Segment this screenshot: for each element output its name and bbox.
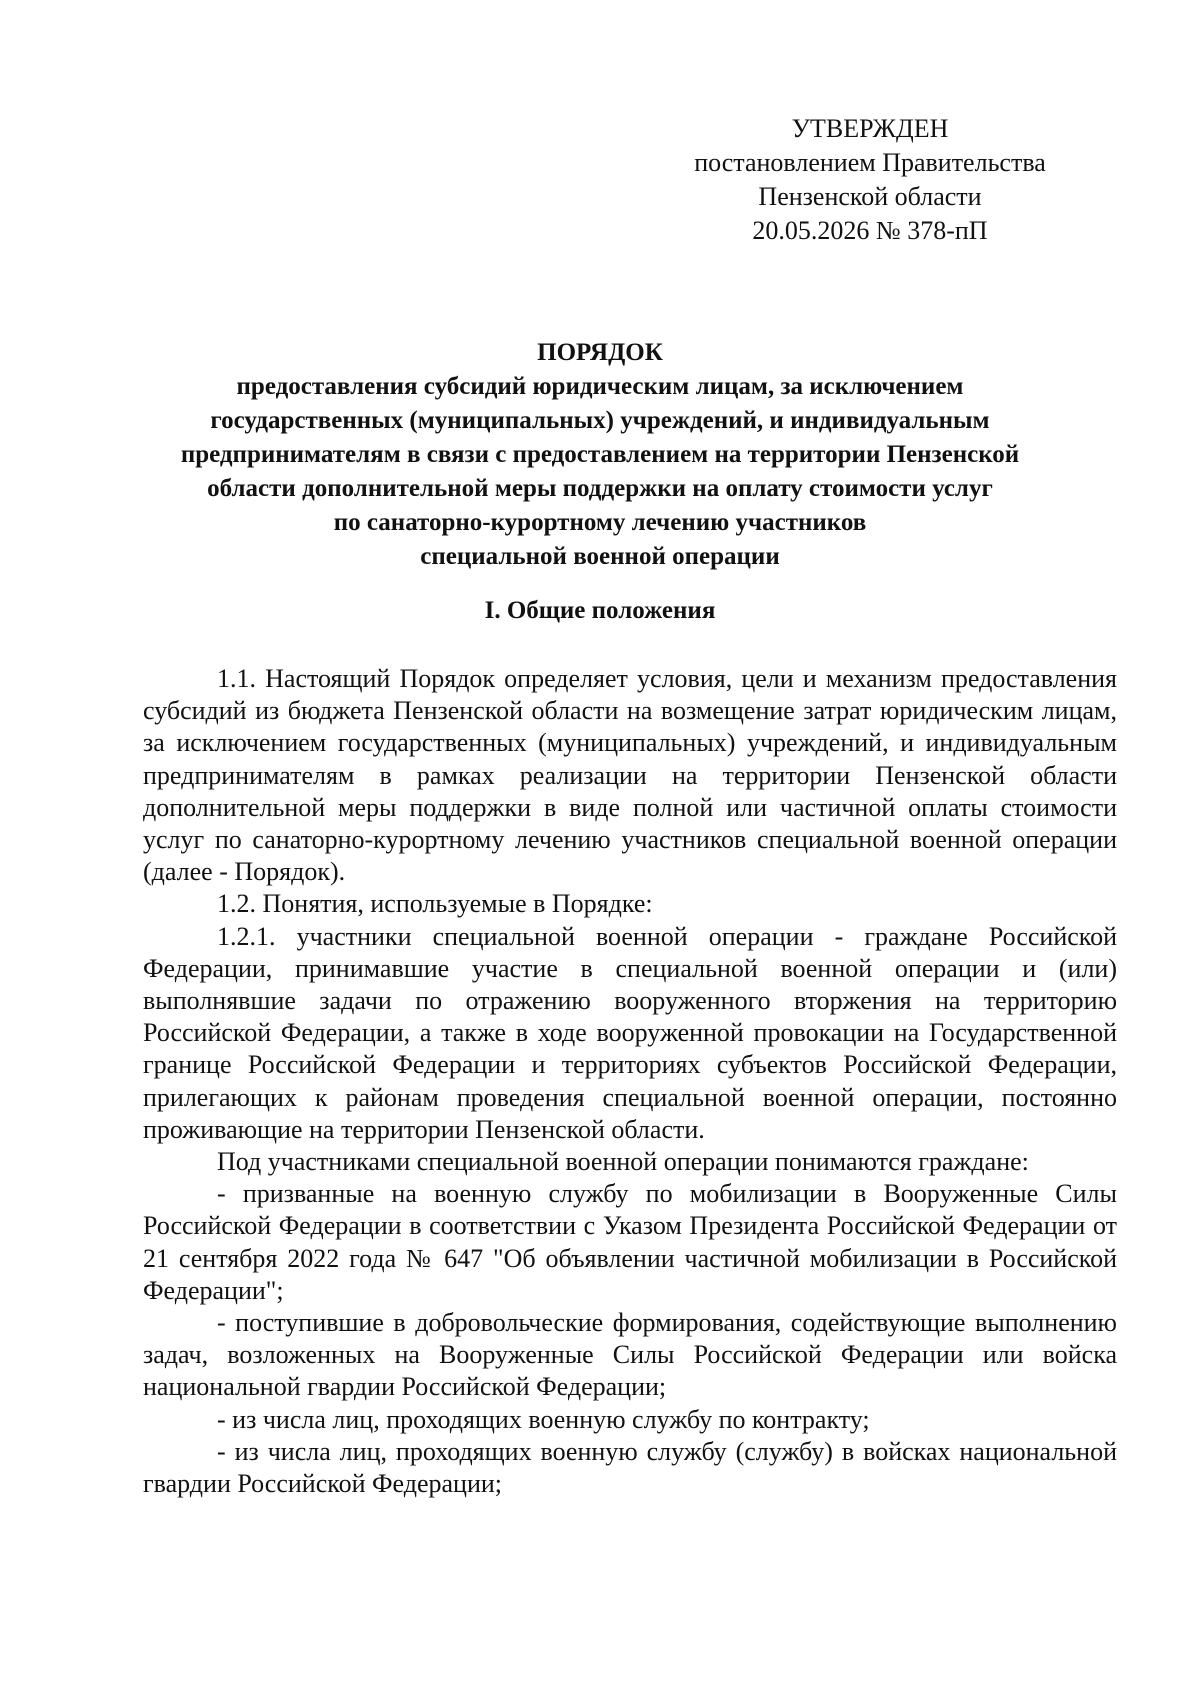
approval-line-resolution: постановлением Правительства — [694, 148, 1046, 177]
title-line: предпринимателям в связи с предоставлением на территории Пензенской — [180, 441, 1020, 468]
title-line: области дополнительной меры поддержки на оплату стоимости услуг — [207, 475, 993, 502]
title-line: специальной военной операции — [420, 543, 780, 570]
list-item-contract: - из числа лиц, проходящих военную службу по контракту; — [217, 1404, 870, 1434]
list-item-volunteers: - поступившие в добровольческие формирования, содействующие выполнению задач, возложенных на Вооруженные Силы Российской Федерации или войска национальной гвардии Российской Федерации; — [143, 1308, 1117, 1402]
paragraph-1-1: 1.1. Настоящий Порядок определяет условия, цели и механизм предоставления субсидий из бюджета Пензенской области на возмещение затрат юридическим лицам, за исключением государственных (муниципальных) учреждений, и индивидуальным предпринимателям в рамках реализации на территории Пензенской области дополнительной меры поддержки в виде полной или частичной оплаты стоимости услуг по санаторно-курортному лечению участников специальной военной операции (далее - Порядок). — [143, 664, 1117, 887]
paragraph-1-2: 1.2. Понятия, используемые в Порядке: — [217, 889, 653, 919]
title-heading: ПОРЯДОК — [537, 339, 663, 366]
section-heading: I. Общие положения — [484, 597, 716, 624]
section-body — [143, 663, 1117, 1500]
title-line: по санаторно-курортному лечению участников — [333, 509, 867, 536]
title-line: предоставления субсидий юридическим лицам, за исключением — [236, 373, 964, 400]
list-item-national-guard: - из числа лиц, проходящих военную службу (службу) в войсках национальной гвардии Российской Федерации; — [143, 1436, 1117, 1499]
paragraph-1-2-1: 1.2.1. участники специальной военной операции - граждане Российской Федерации, принимавшие участие в специальной военной операции и (или) выполнявшие задачи по отражению вооруженного вторжения на территорию Российской Федерации, а также в ходе вооруженной провокации на Государственной границе Российской Федерации и территориях субъектов Российской Федерации, прилегающих к районам проведения специальной военной операции, постоянно проживающие на территории Пензенской области. — [143, 921, 1117, 1144]
paragraph-participants-intro: Под участниками специальной военной операции понимаются граждане: — [217, 1147, 1029, 1177]
document-title — [130, 336, 1070, 574]
list-item-mobilized: - призванные на военную службу по мобилизации в Вооруженные Силы Российской Федерации в соответствии с Указом Президента Российской Федерации от 21 сентября 2022 года № 647 "Об объявлении частичной мобилизации в Российской Федерации"; — [143, 1179, 1117, 1305]
title-line: государственных (муниципальных) учреждений, и индивидуальным — [210, 407, 990, 434]
approval-line-date-number: 20.05.2026 № 378-пП — [752, 216, 988, 245]
approval-stamp — [660, 112, 1080, 248]
approval-line-region: Пензенской области — [758, 182, 982, 211]
approval-line-approved: УТВЕРЖДЕН — [791, 114, 949, 143]
